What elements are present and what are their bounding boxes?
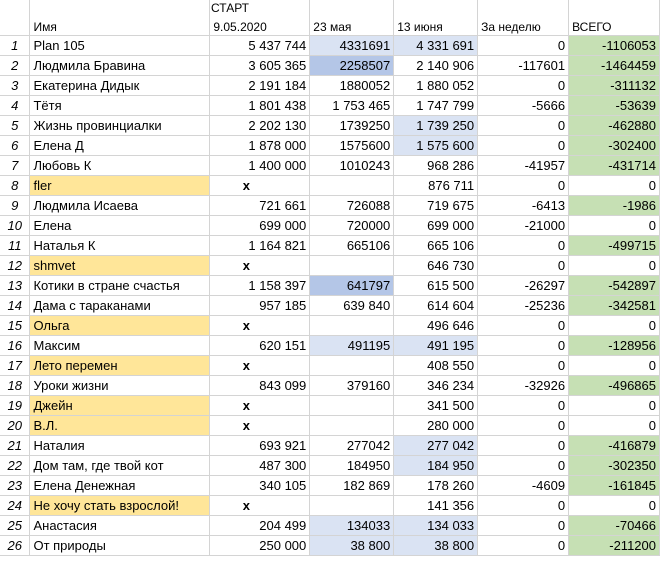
cell-may23[interactable]: 1 753 465 xyxy=(310,95,394,115)
cell-total[interactable]: -302350 xyxy=(569,455,660,475)
row-index[interactable]: 26 xyxy=(0,535,30,555)
cell-may23[interactable]: 639 840 xyxy=(310,295,394,315)
cell-may23[interactable]: 1010243 xyxy=(310,155,394,175)
cell-week[interactable]: 0 xyxy=(478,435,569,455)
start-header-top: СТАРТ xyxy=(211,1,249,15)
cell-week[interactable]: -4609 xyxy=(478,475,569,495)
cell-jun13[interactable]: 968 286 xyxy=(394,155,478,175)
cell-may23[interactable] xyxy=(310,315,394,335)
row-index[interactable]: 22 xyxy=(0,455,30,475)
header-may23[interactable]: 23 мая xyxy=(310,0,394,35)
cell-week[interactable]: 0 xyxy=(478,415,569,435)
cell-jun13[interactable]: 141 356 xyxy=(394,495,478,515)
cell-total[interactable]: 0 xyxy=(569,175,660,195)
cell-may23[interactable]: 641797 xyxy=(310,275,394,295)
cell-total[interactable]: -462880 xyxy=(569,115,660,135)
cell-name[interactable]: Лето перемен xyxy=(30,355,210,375)
cell-week[interactable]: -25236 xyxy=(478,295,569,315)
cell-jun13[interactable]: 614 604 xyxy=(394,295,478,315)
cell-name[interactable]: Анастасия xyxy=(30,515,210,535)
cell-may23[interactable]: 277042 xyxy=(310,435,394,455)
cell-total[interactable]: -211200 xyxy=(569,535,660,555)
cell-week[interactable]: 0 xyxy=(478,355,569,375)
cell-name[interactable]: Екатерина Дидык xyxy=(30,75,210,95)
cell-start[interactable]: x xyxy=(210,495,310,515)
cell-name[interactable]: Дама с тараканами xyxy=(30,295,210,315)
cell-total[interactable]: -161845 xyxy=(569,475,660,495)
cell-week[interactable]: 0 xyxy=(478,515,569,535)
cell-jun13[interactable]: 408 550 xyxy=(394,355,478,375)
cell-start[interactable]: 721 661 xyxy=(210,195,310,215)
row-index[interactable]: 13 xyxy=(0,275,30,295)
cell-jun13[interactable]: 665 106 xyxy=(394,235,478,255)
cell-start[interactable]: 957 185 xyxy=(210,295,310,315)
table-row xyxy=(0,135,660,155)
cell-jun13[interactable]: 1 575 600 xyxy=(394,135,478,155)
cell-jun13[interactable]: 2 140 906 xyxy=(394,55,478,75)
cell-total[interactable]: 0 xyxy=(569,395,660,415)
table-row xyxy=(0,315,660,335)
table-row xyxy=(0,375,660,395)
cell-start[interactable]: 699 000 xyxy=(210,215,310,235)
table-row xyxy=(0,415,660,435)
cell-name[interactable]: Наталия xyxy=(30,435,210,455)
cell-jun13[interactable]: 4 331 691 xyxy=(394,35,478,55)
cell-total[interactable]: 0 xyxy=(569,495,660,515)
cell-jun13[interactable]: 277 042 xyxy=(394,435,478,455)
cell-name[interactable]: Котики в стране счастья xyxy=(30,275,210,295)
row-index[interactable]: 16 xyxy=(0,335,30,355)
cell-start[interactable]: 250 000 xyxy=(210,535,310,555)
cell-total[interactable]: -1464459 xyxy=(569,55,660,75)
cell-name[interactable]: Не хочу стать взрослой! xyxy=(30,495,210,515)
row-index[interactable]: 20 xyxy=(0,415,30,435)
table-row xyxy=(0,155,660,175)
table-row xyxy=(0,235,660,255)
cell-total[interactable]: -53639 xyxy=(569,95,660,115)
cell-jun13[interactable]: 134 033 xyxy=(394,515,478,535)
cell-name[interactable]: Наталья К xyxy=(30,235,210,255)
cell-jun13[interactable]: 615 500 xyxy=(394,275,478,295)
cell-may23[interactable]: 665106 xyxy=(310,235,394,255)
cell-jun13[interactable]: 1 739 250 xyxy=(394,115,478,135)
table-row xyxy=(0,55,660,75)
cell-total[interactable]: -1106053 xyxy=(569,35,660,55)
cell-may23[interactable]: 2258507 xyxy=(310,55,394,75)
cell-start[interactable]: x xyxy=(210,255,310,275)
cell-week[interactable]: -21000 xyxy=(478,215,569,235)
cell-week[interactable]: -6413 xyxy=(478,195,569,215)
row-index[interactable]: 14 xyxy=(0,295,30,315)
cell-total[interactable]: -431714 xyxy=(569,155,660,175)
cell-name[interactable]: Людмила Исаева xyxy=(30,195,210,215)
cell-jun13[interactable]: 719 675 xyxy=(394,195,478,215)
cell-start[interactable]: x xyxy=(210,175,310,195)
cell-week[interactable]: 0 xyxy=(478,315,569,335)
cell-start[interactable]: 2 202 130 xyxy=(210,115,310,135)
header-name[interactable]: Имя xyxy=(30,0,210,35)
cell-name[interactable]: Plan 105 xyxy=(30,35,210,55)
header-jun13[interactable]: 13 июня xyxy=(394,0,478,35)
cell-jun13[interactable]: 184 950 xyxy=(394,455,478,475)
cell-total[interactable]: 0 xyxy=(569,315,660,335)
cell-may23[interactable]: 720000 xyxy=(310,215,394,235)
cell-may23[interactable]: 4331691 xyxy=(310,35,394,55)
row-index[interactable]: 4 xyxy=(0,95,30,115)
cell-start[interactable]: x xyxy=(210,315,310,335)
cell-week[interactable]: 0 xyxy=(478,255,569,275)
cell-week[interactable]: 0 xyxy=(478,535,569,555)
table-row xyxy=(0,35,660,55)
cell-total[interactable]: -416879 xyxy=(569,435,660,455)
header-start[interactable]: 9.05.2020 xyxy=(210,0,310,35)
cell-start[interactable]: 1 878 000 xyxy=(210,135,310,155)
cell-week[interactable]: -26297 xyxy=(478,275,569,295)
cell-start[interactable]: 693 921 xyxy=(210,435,310,455)
header-index[interactable] xyxy=(0,0,30,35)
cell-week[interactable]: 0 xyxy=(478,455,569,475)
cell-name[interactable]: Уроки жизни xyxy=(30,375,210,395)
table-row xyxy=(0,275,660,295)
cell-week[interactable]: -117601 xyxy=(478,55,569,75)
cell-total[interactable]: -70466 xyxy=(569,515,660,535)
row-index[interactable]: 15 xyxy=(0,315,30,335)
cell-total[interactable]: -311132 xyxy=(569,75,660,95)
cell-total[interactable]: -496865 xyxy=(569,375,660,395)
table-row xyxy=(0,435,660,455)
table-row xyxy=(0,195,660,215)
table-row xyxy=(0,455,660,475)
row-index[interactable]: 24 xyxy=(0,495,30,515)
cell-name[interactable]: Ольга xyxy=(30,315,210,335)
row-index[interactable]: 7 xyxy=(0,155,30,175)
cell-total[interactable]: -1986 xyxy=(569,195,660,215)
cell-total[interactable]: -302400 xyxy=(569,135,660,155)
cell-week[interactable]: 0 xyxy=(478,395,569,415)
cell-jun13[interactable]: 491 195 xyxy=(394,335,478,355)
cell-total[interactable]: -128956 xyxy=(569,335,660,355)
cell-total[interactable]: -342581 xyxy=(569,295,660,315)
row-index[interactable]: 2 xyxy=(0,55,30,75)
row-index[interactable]: 21 xyxy=(0,435,30,455)
table-row xyxy=(0,495,660,515)
cell-start[interactable]: 2 191 184 xyxy=(210,75,310,95)
cell-may23[interactable] xyxy=(310,395,394,415)
header-week[interactable]: За неделю xyxy=(478,0,569,35)
cell-start[interactable]: x xyxy=(210,355,310,375)
cell-total[interactable]: 0 xyxy=(569,255,660,275)
cell-may23[interactable]: 726088 xyxy=(310,195,394,215)
cell-week[interactable]: 0 xyxy=(478,75,569,95)
row-index[interactable]: 23 xyxy=(0,475,30,495)
cell-name[interactable]: Елена Денежная xyxy=(30,475,210,495)
table-row xyxy=(0,335,660,355)
cell-week[interactable]: -5666 xyxy=(478,95,569,115)
cell-jun13[interactable]: 1 747 799 xyxy=(394,95,478,115)
cell-week[interactable]: 0 xyxy=(478,35,569,55)
row-index[interactable]: 25 xyxy=(0,515,30,535)
cell-jun13[interactable]: 876 711 xyxy=(394,175,478,195)
row-index[interactable]: 10 xyxy=(0,215,30,235)
table-row xyxy=(0,115,660,135)
cell-start[interactable]: 1 801 438 xyxy=(210,95,310,115)
cell-may23[interactable]: 134033 xyxy=(310,515,394,535)
cell-name[interactable]: fler xyxy=(30,175,210,195)
cell-start[interactable]: 1 158 397 xyxy=(210,275,310,295)
cell-total[interactable]: -499715 xyxy=(569,235,660,255)
cell-name[interactable]: Любовь К xyxy=(30,155,210,175)
cell-may23[interactable]: 38 800 xyxy=(310,535,394,555)
cell-start[interactable]: 620 151 xyxy=(210,335,310,355)
cell-name[interactable]: Джейн xyxy=(30,395,210,415)
cell-may23[interactable]: 491195 xyxy=(310,335,394,355)
cell-week[interactable]: 0 xyxy=(478,135,569,155)
cell-jun13[interactable]: 346 234 xyxy=(394,375,478,395)
cell-total[interactable]: 0 xyxy=(569,215,660,235)
cell-jun13[interactable]: 646 730 xyxy=(394,255,478,275)
cell-week[interactable]: 0 xyxy=(478,115,569,135)
row-index[interactable]: 3 xyxy=(0,75,30,95)
table-row xyxy=(0,175,660,195)
cell-week[interactable]: 0 xyxy=(478,235,569,255)
cell-start[interactable]: x xyxy=(210,415,310,435)
row-index[interactable]: 18 xyxy=(0,375,30,395)
cell-start[interactable]: 843 099 xyxy=(210,375,310,395)
table-row xyxy=(0,95,660,115)
cell-may23[interactable]: 1575600 xyxy=(310,135,394,155)
cell-start[interactable]: 5 437 744 xyxy=(210,35,310,55)
cell-start[interactable]: 340 105 xyxy=(210,475,310,495)
cell-may23[interactable]: 1739250 xyxy=(310,115,394,135)
cell-name[interactable]: Тётя xyxy=(30,95,210,115)
cell-jun13[interactable]: 38 800 xyxy=(394,535,478,555)
cell-jun13[interactable]: 280 000 xyxy=(394,415,478,435)
row-index[interactable]: 9 xyxy=(0,195,30,215)
cell-week[interactable]: 0 xyxy=(478,175,569,195)
cell-may23[interactable] xyxy=(310,495,394,515)
cell-name[interactable]: Елена Д xyxy=(30,135,210,155)
header-total[interactable]: ВСЕГО xyxy=(569,0,660,35)
row-index[interactable]: 19 xyxy=(0,395,30,415)
cell-may23[interactable]: 182 869 xyxy=(310,475,394,495)
cell-name[interactable]: Жизнь провинциалки xyxy=(30,115,210,135)
table-row xyxy=(0,215,660,235)
cell-may23[interactable] xyxy=(310,175,394,195)
cell-start[interactable]: 204 499 xyxy=(210,515,310,535)
cell-start[interactable]: 1 400 000 xyxy=(210,155,310,175)
cell-start[interactable]: 3 605 365 xyxy=(210,55,310,75)
cell-name[interactable]: Елена xyxy=(30,215,210,235)
table-row xyxy=(0,395,660,415)
table-row xyxy=(0,75,660,95)
cell-jun13[interactable]: 1 880 052 xyxy=(394,75,478,95)
cell-name[interactable]: От природы xyxy=(30,535,210,555)
row-index[interactable]: 8 xyxy=(0,175,30,195)
cell-total[interactable]: 0 xyxy=(569,355,660,375)
cell-start[interactable]: x xyxy=(210,395,310,415)
cell-total[interactable]: 0 xyxy=(569,415,660,435)
table-row xyxy=(0,255,660,275)
cell-week[interactable]: -41957 xyxy=(478,155,569,175)
row-index[interactable]: 6 xyxy=(0,135,30,155)
cell-name[interactable]: В.Л. xyxy=(30,415,210,435)
cell-week[interactable]: 0 xyxy=(478,495,569,515)
table-row xyxy=(0,355,660,375)
cell-jun13[interactable]: 699 000 xyxy=(394,215,478,235)
cell-may23[interactable]: 379160 xyxy=(310,375,394,395)
table-row xyxy=(0,475,660,495)
cell-name[interactable]: Максим xyxy=(30,335,210,355)
row-index[interactable]: 1 xyxy=(0,35,30,55)
cell-may23[interactable] xyxy=(310,255,394,275)
cell-name[interactable]: Людмила Бравина xyxy=(30,55,210,75)
header-row xyxy=(0,0,660,35)
cell-may23[interactable] xyxy=(310,355,394,375)
cell-start[interactable]: 1 164 821 xyxy=(210,235,310,255)
row-index[interactable]: 17 xyxy=(0,355,30,375)
row-index[interactable]: 12 xyxy=(0,255,30,275)
cell-name[interactable]: Дом там, где твой кот xyxy=(30,455,210,475)
cell-start[interactable]: 487 300 xyxy=(210,455,310,475)
cell-week[interactable]: -32926 xyxy=(478,375,569,395)
cell-may23[interactable] xyxy=(310,415,394,435)
cell-jun13[interactable]: 178 260 xyxy=(394,475,478,495)
cell-name[interactable]: shmvet xyxy=(30,255,210,275)
row-index[interactable]: 11 xyxy=(0,235,30,255)
table-row xyxy=(0,535,660,555)
cell-total[interactable]: -542897 xyxy=(569,275,660,295)
cell-may23[interactable]: 1880052 xyxy=(310,75,394,95)
row-index[interactable]: 5 xyxy=(0,115,30,135)
cell-week[interactable]: 0 xyxy=(478,335,569,355)
table-row xyxy=(0,295,660,315)
cell-may23[interactable]: 184950 xyxy=(310,455,394,475)
cell-jun13[interactable]: 496 646 xyxy=(394,315,478,335)
cell-jun13[interactable]: 341 500 xyxy=(394,395,478,415)
table-row xyxy=(0,515,660,535)
